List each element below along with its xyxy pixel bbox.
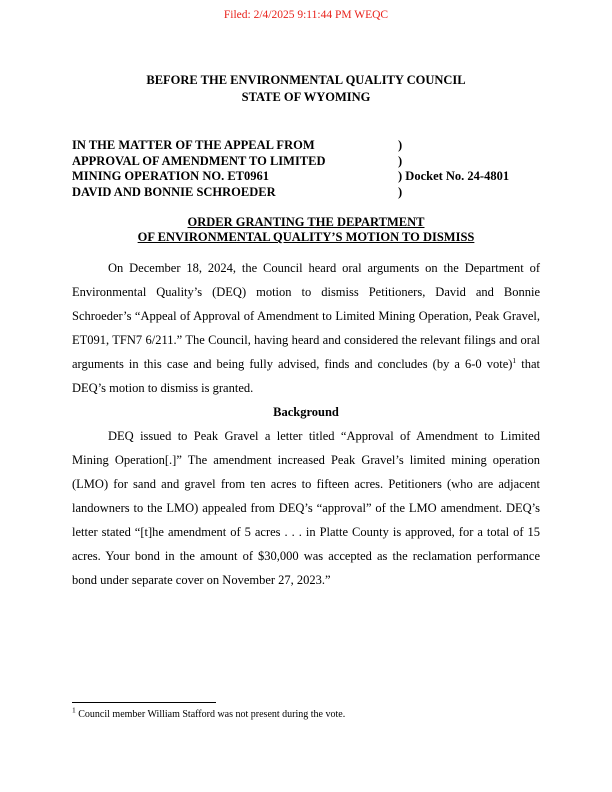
footnote-ref[interactable]: 1: [512, 355, 517, 365]
footnote: [72, 705, 540, 721]
order-title-line: ORDER GRANTING THE DEPARTMENT: [187, 215, 425, 229]
caption-row: [72, 185, 542, 201]
footnote-text: Council member William Stafford was not present during the vote.: [75, 709, 346, 720]
paragraph-text: that DEQ’s motion to dismiss is granted.: [72, 357, 540, 395]
caption-right: ): [398, 138, 403, 152]
section-heading: Background: [273, 405, 339, 419]
paragraph-text: On December 18, 2024, the Council heard oral arguments on the Department of Environmental Quality’s (DEQ) motion to dismiss Petitioners, David and Bonnie Schroeder’s “Appeal of Approval of Amendment to Limited Mining Operation, Peak Gravel, ET091, TFN7 6/211.” The Council, having heard and considered the relevant filings and oral arguments in this case and being fully advised, finds and concludes (by a 6-0 vote): [72, 261, 540, 371]
case-caption: [72, 138, 542, 200]
court-heading: [0, 72, 612, 106]
paragraph: DEQ issued to Peak Gravel a letter titled “Approval of Amendment to Limited Mining Operation[.]” The amendment increased Peak Gravel’s limited mining operation (LMO) for sand and gravel from ten acres to fifteen acres. Petitioners (who are adjacent landowners to the LMO) appealed from DEQ’s “approval” of the LMO amendment. DEQ’s letter stated “[t]he amendment of 5 acres . . . in Platte County is approved, for a total of 15 acres. Your bond in the amount of $30,000 was accepted as the reclamation performance bond under separate cover on November 27, 2023.”: [72, 429, 540, 587]
order-body: [72, 256, 540, 592]
footnote-marker: 1: [72, 705, 76, 715]
caption-right: ): [398, 153, 403, 168]
caption-right: ): [398, 184, 403, 199]
caption-row: [72, 138, 542, 154]
caption-row: [72, 154, 542, 170]
order-title: [0, 215, 612, 245]
filed-stamp: Filed: 2/4/2025 9:11:44 PM WEQC: [223, 9, 389, 21]
caption-row: [72, 169, 542, 185]
paragraph: [72, 256, 540, 400]
caption-left: DAVID AND BONNIE SCHROEDER: [72, 184, 276, 199]
caption-left: MINING OPERATION NO. ET0961: [72, 169, 270, 183]
court-state: STATE OF WYOMING: [241, 90, 371, 104]
court-name: BEFORE THE ENVIRONMENTAL QUALITY COUNCIL: [146, 73, 466, 87]
footnote-divider: [72, 702, 216, 703]
caption-left: IN THE MATTER OF THE APPEAL FROM: [72, 138, 315, 152]
docket-number: ) Docket No. 24-4801: [398, 169, 510, 183]
caption-left: APPROVAL OF AMENDMENT TO LIMITED: [72, 153, 326, 168]
order-title-line: OF ENVIRONMENTAL QUALITY’S MOTION TO DISMISS: [137, 230, 475, 244]
